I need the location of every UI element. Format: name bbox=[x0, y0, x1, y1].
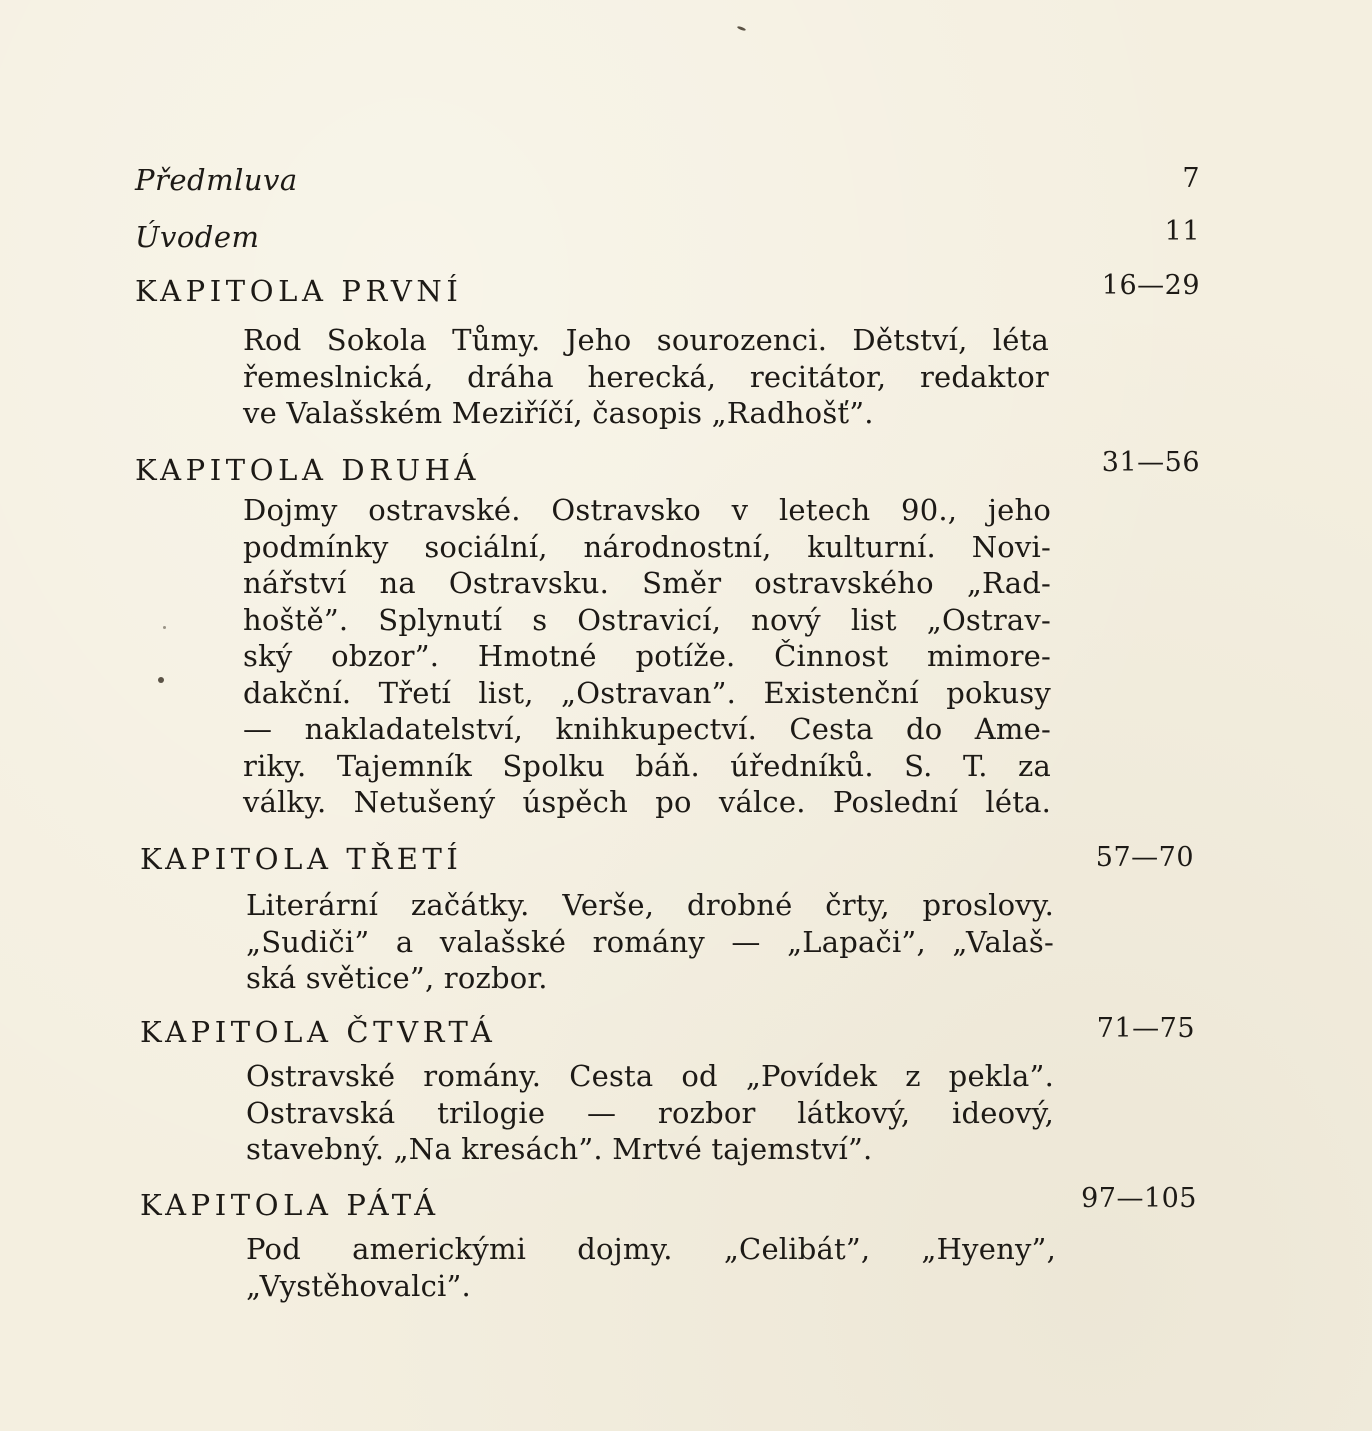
summary-line: Ostravské romány. Cesta od „Povídek z pekla”. bbox=[246, 1059, 1054, 1093]
summary-line: Literární začátky. Verše, drobné črty, proslovy. bbox=[246, 888, 1054, 922]
chapter-summary bbox=[246, 1058, 1054, 1168]
chapter-heading: KAPITOLA TŘETÍ bbox=[140, 842, 463, 876]
chapter-heading: KAPITOLA ČTVRTÁ bbox=[140, 1015, 497, 1049]
toc-entry-page: 11 bbox=[1164, 216, 1200, 247]
summary-line: ský obzor”. Hmotné potíže. Činnost mimore- bbox=[243, 639, 1051, 673]
summary-line: Dojmy ostravské. Ostravsko v letech 90., jeho bbox=[243, 493, 1051, 527]
summary-line: stavebný. „Na kresách”. Mrtvé tajemství”. bbox=[246, 1132, 873, 1166]
summary-line: války. Netušený úspěch po válce. Poslední léta. bbox=[243, 785, 1051, 819]
summary-line: Pod americkými dojmy. „Celibát”, „Hyeny”, bbox=[246, 1232, 1056, 1266]
summary-line: ská světice”, rozbor. bbox=[246, 961, 548, 995]
chapter-heading: KAPITOLA PRVNÍ bbox=[135, 274, 463, 308]
chapter-pages: 16—29 bbox=[1101, 270, 1200, 301]
paper-speck bbox=[737, 26, 746, 32]
summary-line: Rod Sokola Tůmy. Jeho sourozenci. Dětství, léta bbox=[243, 323, 1049, 357]
chapter-summary bbox=[246, 887, 1054, 997]
chapter-heading: KAPITOLA DRUHÁ bbox=[135, 453, 481, 487]
summary-line: „Vystěhovalci”. bbox=[246, 1268, 471, 1303]
summary-line: — nakladatelství, knihkupectví. Cesta do Ame- bbox=[243, 712, 1051, 746]
chapter-heading: KAPITOLA PÁTÁ bbox=[140, 1188, 440, 1222]
summary-line: „Sudiči” a valašské romány — „Lapači”, „Valaš- bbox=[246, 924, 1054, 959]
chapter-pages: 97—105 bbox=[1081, 1183, 1197, 1214]
summary-line: ve Valašském Meziříčí, časopis „Radhošť”. bbox=[243, 396, 874, 430]
chapter-summary bbox=[246, 1231, 1056, 1304]
summary-line: hoště”. Splynutí s Ostravicí, nový list „Ostrav- bbox=[243, 602, 1051, 637]
summary-line: podmínky sociální, národnostní, kulturní. Novi- bbox=[243, 529, 1051, 564]
paper-speck bbox=[163, 626, 166, 629]
summary-line: řemeslnická, dráha herecká, recitátor, redaktor bbox=[243, 359, 1049, 394]
chapter-pages: 57—70 bbox=[1095, 842, 1194, 873]
toc-entry-title: Úvodem bbox=[135, 220, 260, 254]
toc-entry-title: Předmluva bbox=[135, 163, 298, 197]
chapter-summary bbox=[243, 492, 1051, 821]
summary-line: riky. Tajemník Spolku báň. úředníků. S. T. za bbox=[243, 748, 1051, 783]
summary-line: Ostravská trilogie — rozbor látkový, ideový, bbox=[246, 1095, 1054, 1130]
chapter-summary bbox=[243, 322, 1049, 432]
paper-speck bbox=[158, 677, 164, 683]
toc-entry-page: 7 bbox=[1182, 163, 1200, 194]
summary-line: nářství na Ostravsku. Směr ostravského „Rad- bbox=[243, 566, 1051, 600]
summary-line: dakční. Třetí list, „Ostravan”. Existenční pokusy bbox=[243, 675, 1051, 710]
chapter-pages: 71—75 bbox=[1096, 1013, 1195, 1044]
chapter-pages: 31—56 bbox=[1101, 447, 1200, 478]
